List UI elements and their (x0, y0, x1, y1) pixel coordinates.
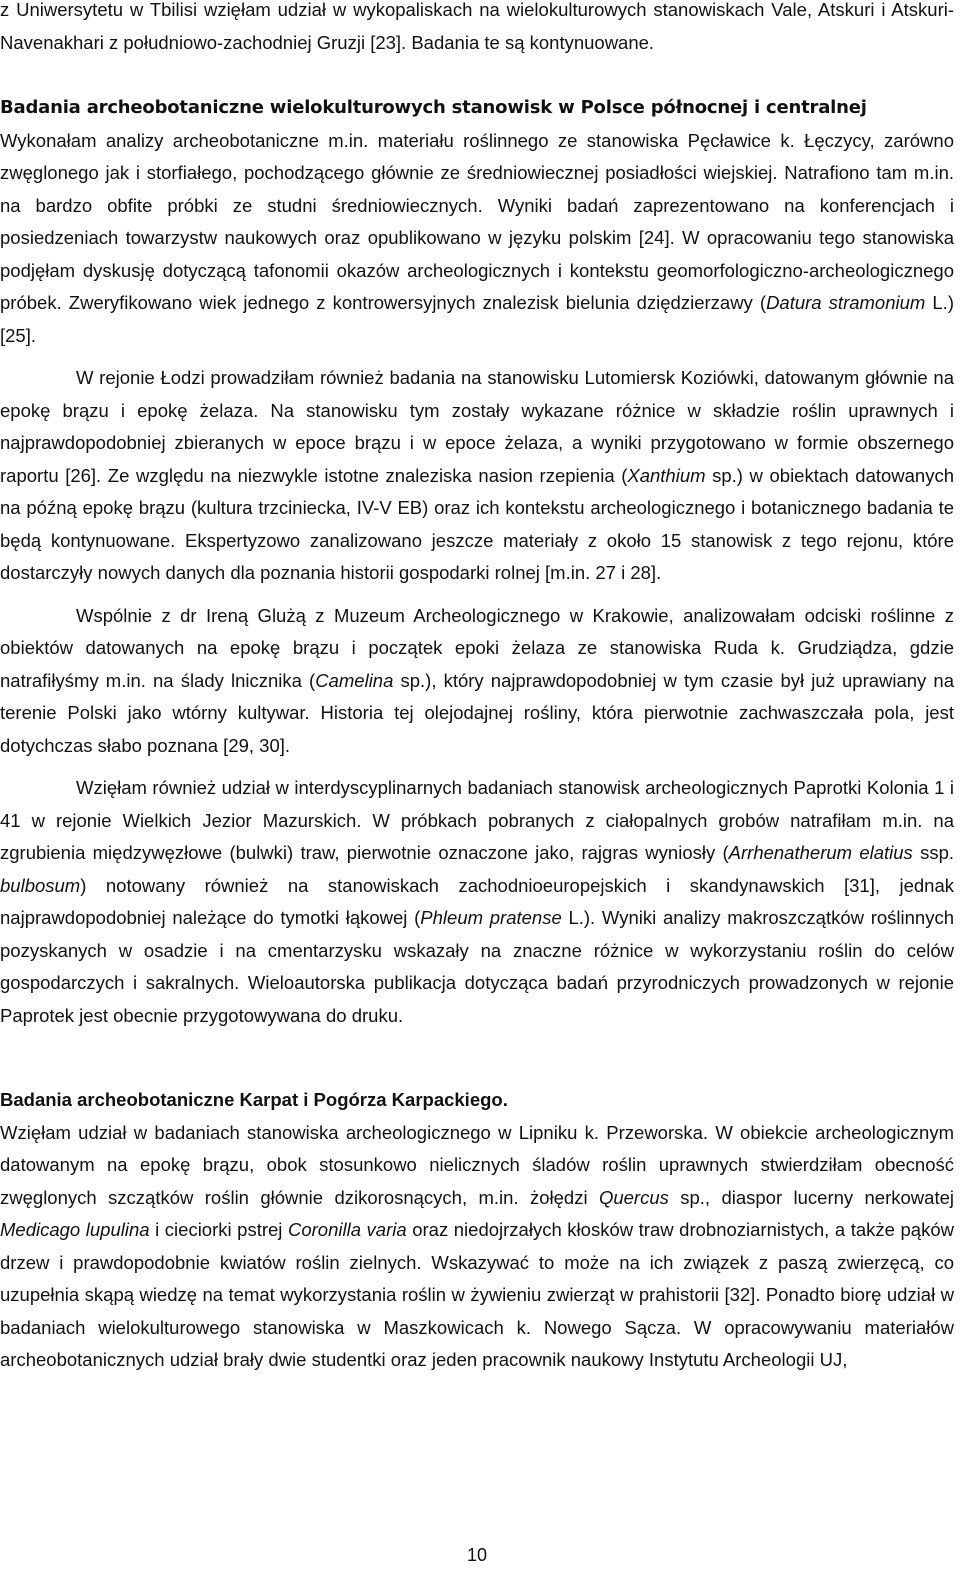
section-heading-north-central-poland: Badania archeobotaniczne wielokulturowych stanowisk w Polsce północnej i centralnej (0, 97, 867, 118)
page-number: 10 (466, 1545, 488, 1565)
latin-name-coronilla: Coronilla varia (287, 1219, 407, 1240)
paragraph-text-mid: sp., diaspor lucerny nerkowatej (668, 1186, 954, 1208)
paragraph-text-end: L.) [25]. (0, 292, 954, 346)
paragraph-text: Wzięłam również udział w interdyscyplinarnych badaniach stanowisk archeologicznych Paprotki Kolonia 1 i 41 w rejonie Wielkich Jezior Mazurskich. W próbkach pobranych z ciałopalnych grobów natrafiłam m.in. na zgrubienia międzywęzłowe (bulwki) traw, pierwotnie oznaczone jako, rajgras wyniosły ( (0, 777, 954, 863)
paragraph-text-end: L.). Wyniki analizy makroszczątków roślinnych pozyskanych w osadzie i na cmentarzysku wskazały na znaczne różnice w wykorzystaniu roślin do celów gospodarczych i sakralnych. Wieloautorska publikacja dotycząca badań przyrodniczych prowadzonych w rejonie Paprotek jest obecnie przygotowywana do druku. (0, 907, 954, 1026)
paragraph-ruda (0, 600, 954, 763)
latin-name-phleum: Phleum pratense (420, 907, 562, 928)
paragraph-text-mid: i cieciorki pstrej (149, 1219, 288, 1240)
paragraph-text-end: sp.) w obiektach datowanych na późną epokę brązu (kultura trzciniecka, IV-V EB) oraz ich kontekstu archeologicznego i botanicznego badania te będą kontynuowane. Ekspertyzowo zanalizowano jeszcze materiały z około 15 stanowisk z tego rejonu, które dostarczyły nowych danych dla poznania historii gospodarki rolnej [m.in. 27 i 28]. (0, 464, 955, 583)
latin-name-datura: Datura stramonium (766, 292, 926, 313)
paragraph-text: Wykonałam analizy archeobotaniczne m.in. materiału roślinnego ze stanowiska Pęcławice k. Łęczycy, zarówno zwęglonego jak i storfiałego, pochodzącego głównie ze średniowiecznej posiadłości wiejskiej. Natrafiono tam m.in. na bardzo obfite próbki ze studni średniowiecznych. Wyniki badań zaprezentowano na konferencjach i posiedzeniach towarzystw naukowych oraz opublikowano w języku polskim [24]. W opracowaniu tego stanowiska podjęłam dyskusję dotyczącą tafonomii okazów archeologicznych i kontekstu geomorfologiczno-archeologicznego próbek. Zweryfikowano wiek jednego z kontrowersyjnych znalezisk bielunia dziędzierzawy ( (0, 129, 954, 313)
latin-name-arrhenatherum: Arrhenatherum elatius (728, 842, 913, 863)
paragraph-text-end: oraz niedojrzałych kłosków traw drobnoziarnistych, a także pąków drzew i prawdopodobnie kwiatów roślin zielnych. Wskazywać to może na ich związek z paszą zwierzęcą, co uzupełnia skąpą wiedzę na temat wykorzystania roślin w żywieniu zwierząt w prahistorii [32]. Ponadto biorę udział w badaniach wielokulturowego stanowiska w Maszkowicach k. Nowego Sącza. W opracowywaniu materiałów archeobotanicznych udział brały dwie studentki oraz jeden pracownik naukowy Instytutu Archeologii UJ, (0, 1219, 954, 1370)
paragraph-lutomiersk (0, 362, 954, 590)
latin-name-bulbosum: bulbosum (0, 874, 81, 896)
latin-name-xanthium: Xanthium (627, 464, 706, 486)
latin-name-camelina: Camelina (315, 669, 394, 691)
latin-name-medicago: Medicago lupulina (0, 1219, 150, 1240)
intro-paragraph: z Uniwersytetu w Tbilisi wzięłam udział w wykopaliskach na wielokulturowych stanowiskach Vale, Atskuri i Atskuri-Navenakhari z południowo-zachodniej Gruzji [23]. Badania te są kontynuowane. (0, 0, 954, 53)
paragraph-paprotki (0, 772, 954, 1032)
paragraph-peclawice (0, 125, 954, 353)
paragraph-text-end: sp.), który najprawdopodobniej w tym czasie był już uprawiany na terenie Polski jako wtórny kultywar. Historia tej olejodajnej rośliny, która pierwotnie zachwaszczała pola, jest dotychczas słabo poznana [29, 30]. (0, 669, 955, 756)
section-heading-carpathians: Badania archeobotaniczne Karpat i Pogórza Karpackiego. (0, 1089, 508, 1110)
paragraph-text: W rejonie Łodzi prowadziłam również badania na stanowisku Lutomiersk Koziówki, datowanym głównie na epokę brązu i epokę żelaza. Na stanowisku tym zostały wykazane różnice w składzie roślin uprawnych i najprawdopodobniej zbieranych w epoce brązu i w epoce żelaza, a wyniki przygotowano w formie obszernego raportu [26]. Ze względu na niezwykle istotne znaleziska nasion rzepienia ( (0, 367, 954, 486)
latin-name-quercus: Quercus (598, 1186, 669, 1208)
paragraph-lipnik (0, 1117, 954, 1377)
paragraph-text: Wzięłam udział w badaniach stanowiska archeologicznego w Lipniku k. Przeworska. W obiekcie archeologicznym datowanym na epokę brązu, obok stosunkowo nielicznych śladów roślin uprawnych stwierdziłam obecność zwęglonych szczątków roślin głównie dzikorosnących, m.in. żołędzi (0, 1121, 954, 1208)
paragraph-text-mid: ssp. (912, 842, 955, 863)
paragraph-text-mid: ) notowany również na stanowiskach zachodnioeuropejskich i skandynawskich [31], jednak najprawdopodobniej należące do tymotki łąkowej ( (0, 874, 954, 928)
paragraph-text: Wspólnie z dr Ireną Glużą z Muzeum Archeologicznego w Krakowie, analizowałam odciski roślinne z obiektów datowanych na epokę brązu i początek epoki żelaza ze stanowiska Ruda k. Grudziądza, gdzie natrafiłyśmy m.in. na ślady lnicznika ( (0, 604, 954, 691)
